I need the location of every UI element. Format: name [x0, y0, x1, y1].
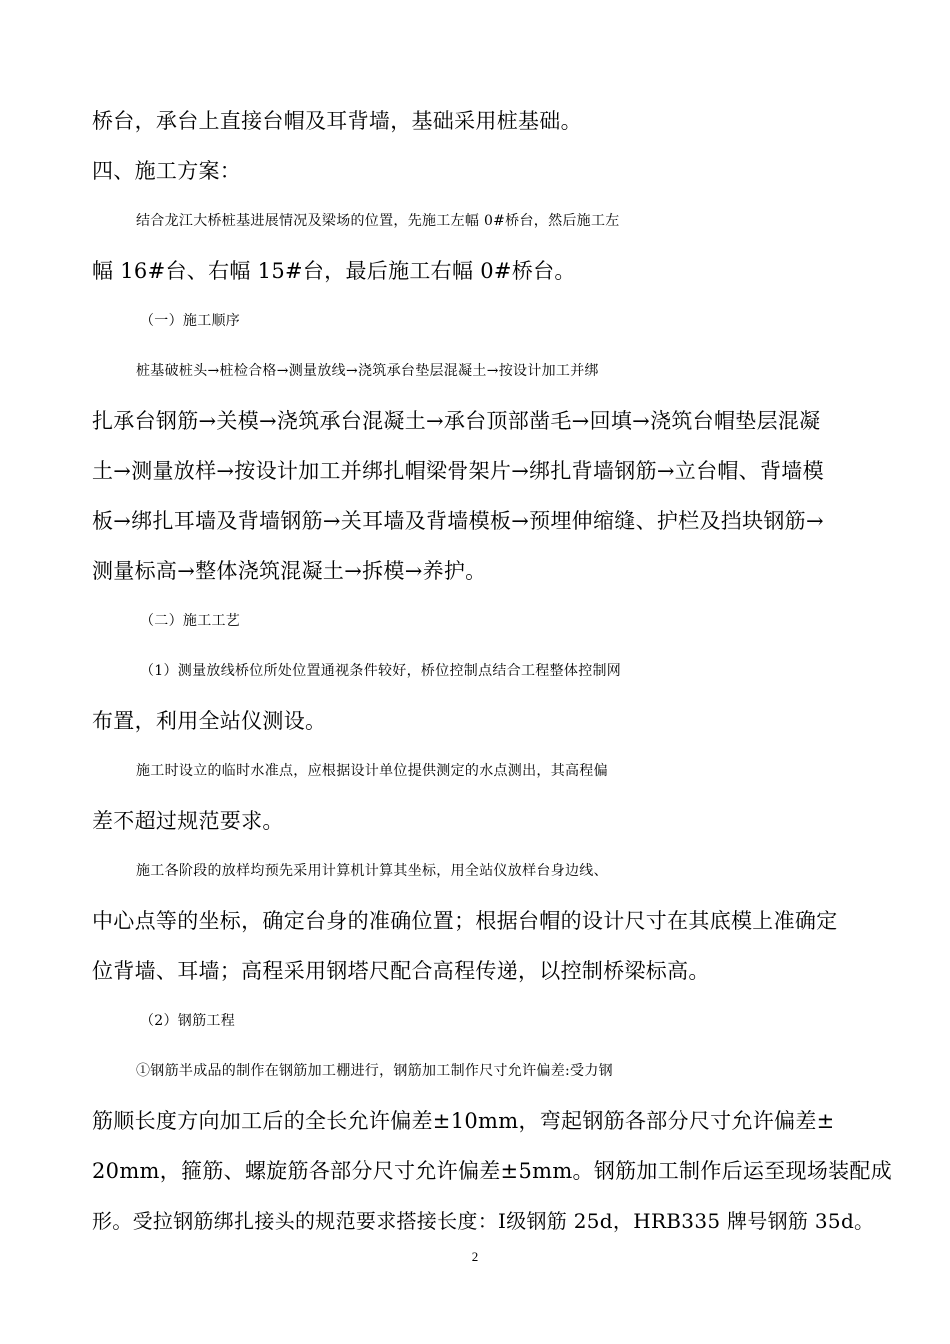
- subsection-heading: （2）钢筋工程: [140, 1013, 236, 1029]
- text-line: ①钢筋半成品的制作在钢筋加工棚进行，钢筋加工制作尺寸允许偏差:受力钢: [136, 1063, 613, 1079]
- text-line: 结合龙江大桥桩基进展情况及梁场的位置，先施工左幅 0#桥台，然后施工左: [136, 213, 620, 229]
- text-line: 施工各阶段的放样均预先采用计算机计算其坐标，用全站仪放样台身边线、: [136, 863, 608, 879]
- text-line: （1）测量放线桥位所处位置通视条件较好，桥位控制点结合工程整体控制网: [140, 663, 622, 679]
- text-line: 形。受拉钢筋绑扎接头的规范要求搭接长度：Ⅰ级钢筋 25d，HRB335 牌号钢筋 35d。: [92, 1209, 875, 1233]
- text-line: 施工时设立的临时水准点，应根据设计单位提供测定的水点测出，其高程偏: [136, 763, 608, 779]
- text-line: 板→绑扎耳墙及背墙钢筋→关耳墙及背墙模板→预埋伸缩缝、护栏及挡块钢筋→: [92, 509, 824, 533]
- text-line: 差不超过规范要求。: [92, 809, 284, 833]
- text-line: 布置，利用全站仪测设。: [92, 709, 327, 733]
- section-heading: 四、施工方案：: [92, 159, 242, 183]
- text-line: 20mm，箍筋、螺旋筋各部分尺寸允许偏差±5mm。钢筋加工制作后运至现场装配成: [92, 1159, 893, 1183]
- text-line: 扎承台钢筋→关模→浇筑承台混凝土→承台顶部凿毛→回填→浇筑台帽垫层混凝: [92, 409, 821, 433]
- text-line: 幅 16#台、右幅 15#台，最后施工右幅 0#桥台。: [92, 259, 576, 283]
- page-number: 2: [471, 1249, 479, 1264]
- text-line: 桥台，承台上直接台帽及耳背墙，基础采用桩基础。: [92, 109, 582, 133]
- text-line: 筋顺长度方向加工后的全长允许偏差±10mm，弯起钢筋各部分尺寸允许偏差±: [92, 1109, 835, 1133]
- text-line: 测量标高→整体浇筑混凝土→拆模→养护。: [92, 559, 487, 583]
- text-line: 位背墙、耳墙；高程采用钢塔尺配合高程传递，以控制桥梁标高。: [92, 959, 710, 983]
- text-line: 桩基破桩头→桩检合格→测量放线→浇筑承台垫层混凝土→按设计加工并绑: [136, 363, 599, 379]
- subsection-heading: （一）施工顺序: [140, 313, 241, 329]
- text-line: 中心点等的坐标，确定台身的准确位置；根据台帽的设计尺寸在其底模上准确定: [92, 909, 838, 933]
- subsection-heading: （二）施工工艺: [140, 613, 241, 629]
- text-line: 土→测量放样→按设计加工并绑扎帽梁骨架片→绑扎背墙钢筋→立台帽、背墙模: [92, 459, 824, 483]
